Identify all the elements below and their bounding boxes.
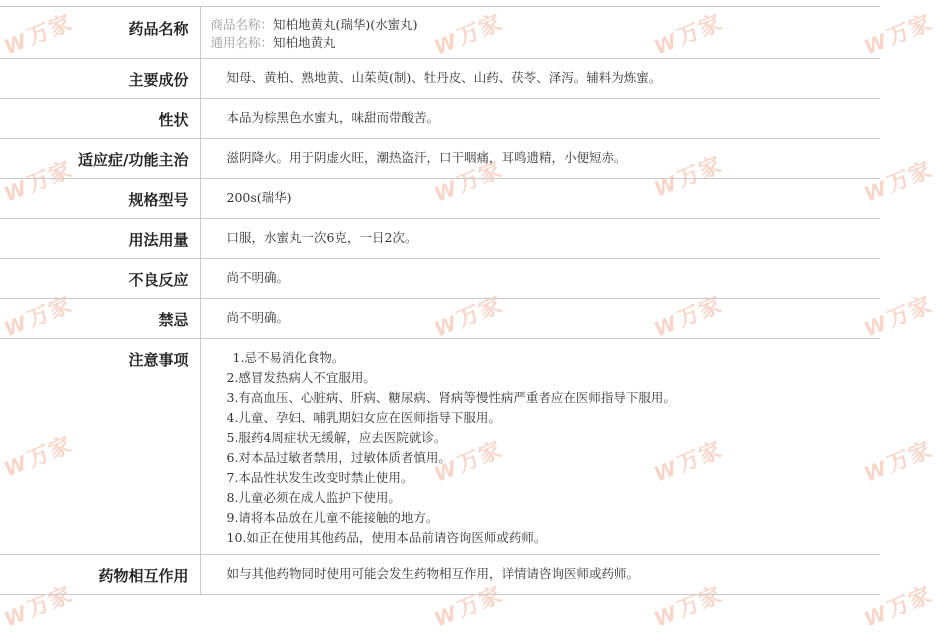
watermark-logo: W万家 bbox=[430, 582, 506, 632]
label-drug-name: 药品名称 bbox=[0, 7, 200, 59]
generic-name-value: 知柏地黄丸 bbox=[273, 35, 336, 50]
trade-name-line bbox=[211, 16, 871, 34]
watermark-logo: W万家 bbox=[430, 292, 506, 342]
generic-name-prefix: 通用名称： bbox=[210, 35, 274, 50]
row-appearance bbox=[0, 99, 880, 139]
value-dosage: 口服，水蜜丸一次6克，一日2次。 bbox=[200, 219, 880, 259]
label-drug-interactions: 药物相互作用 bbox=[0, 555, 200, 595]
watermark-logo: W万家 bbox=[860, 157, 936, 207]
watermark-logo: W万家 bbox=[650, 152, 726, 202]
precaution-item: 9.请将本品放在儿童不能接触的地方。 bbox=[226, 510, 439, 525]
watermark-logo: W万家 bbox=[0, 432, 76, 482]
watermark-logo: W万家 bbox=[430, 10, 506, 60]
watermark-logo: W万家 bbox=[430, 437, 506, 487]
value-indications: 滋阴降火。用于阴虚火旺，潮热盗汗，口干咽痛，耳鸣遗精，小便短赤。 bbox=[200, 139, 880, 179]
value-drug-interactions: 如与其他药物同时使用可能会发生药物相互作用，详情请咨询医师或药师。 bbox=[200, 555, 880, 595]
label-spec: 规格型号 bbox=[0, 179, 200, 219]
generic-name-line bbox=[211, 34, 871, 52]
row-drug-interactions bbox=[0, 555, 880, 595]
row-precautions bbox=[0, 339, 880, 555]
value-appearance: 本品为棕黑色水蜜丸，味甜而带酸苦。 bbox=[200, 99, 880, 139]
watermark-logo: W万家 bbox=[0, 157, 76, 207]
watermark-logo: W万家 bbox=[860, 292, 936, 342]
watermark-logo: W万家 bbox=[0, 10, 76, 60]
precaution-item: 2.感冒发热病人不宜服用。 bbox=[226, 370, 376, 385]
precaution-item: 8.儿童必须在成人监护下使用。 bbox=[226, 490, 401, 505]
row-spec bbox=[0, 179, 880, 219]
precaution-item: 1.忌不易消化食物。 bbox=[232, 350, 345, 365]
precaution-item: 10.如正在使用其他药品，使用本品前请咨询医师或药师。 bbox=[226, 530, 547, 545]
value-ingredients: 知母、黄柏、熟地黄、山茱萸(制)、牡丹皮、山药、茯苓、泽泻。辅料为炼蜜。 bbox=[200, 59, 880, 99]
value-adverse-reactions: 尚不明确。 bbox=[200, 259, 880, 299]
label-indications: 适应症/功能主治 bbox=[0, 139, 200, 179]
precaution-item: 6.对本品过敏者禁用，过敏体质者慎用。 bbox=[226, 450, 451, 465]
value-contraindications: 尚不明确。 bbox=[200, 299, 880, 339]
watermark-logo: W万家 bbox=[0, 292, 76, 342]
value-drug-name bbox=[200, 7, 880, 59]
row-adverse bbox=[0, 259, 880, 299]
row-indications bbox=[0, 139, 880, 179]
label-appearance: 性状 bbox=[0, 99, 200, 139]
row-drug-name bbox=[0, 7, 880, 59]
precaution-item: 5.服药4周症状无缓解，应去医院就诊。 bbox=[226, 430, 447, 445]
precaution-item: 3.有高血压、心脏病、肝病、糖尿病、肾病等慢性病严重者应在医师指导下服用。 bbox=[226, 390, 676, 405]
watermark-logo: W万家 bbox=[860, 582, 936, 632]
trade-name-value: 知柏地黄丸(瑞华)(水蜜丸) bbox=[273, 17, 418, 32]
label-precautions: 注意事项 bbox=[0, 339, 200, 555]
label-ingredients: 主要成份 bbox=[0, 59, 200, 99]
watermark-logo: W万家 bbox=[650, 10, 726, 60]
label-dosage: 用法用量 bbox=[0, 219, 200, 259]
trade-name-prefix: 商品名称： bbox=[210, 17, 274, 32]
watermark-logo: W万家 bbox=[650, 582, 726, 632]
precaution-item: 4.儿童、孕妇、哺乳期妇女应在医师指导下服用。 bbox=[226, 410, 501, 425]
value-spec: 200s(瑞华) bbox=[200, 179, 880, 219]
watermark-logo: W万家 bbox=[0, 582, 76, 632]
watermark-logo: W万家 bbox=[430, 157, 506, 207]
row-dosage bbox=[0, 219, 880, 259]
label-contraindications: 禁忌 bbox=[0, 299, 200, 339]
watermark-logo: W万家 bbox=[860, 437, 936, 487]
row-ingredients bbox=[0, 59, 880, 99]
precaution-item: 7.本品性状发生改变时禁止使用。 bbox=[226, 470, 414, 485]
row-contraindications bbox=[0, 299, 880, 339]
watermark-logo: W万家 bbox=[650, 292, 726, 342]
drug-spec-table bbox=[0, 6, 880, 595]
value-precautions bbox=[200, 339, 880, 555]
watermark-logo: W万家 bbox=[860, 10, 936, 60]
watermark-logo: W万家 bbox=[650, 437, 726, 487]
label-adverse-reactions: 不良反应 bbox=[0, 259, 200, 299]
